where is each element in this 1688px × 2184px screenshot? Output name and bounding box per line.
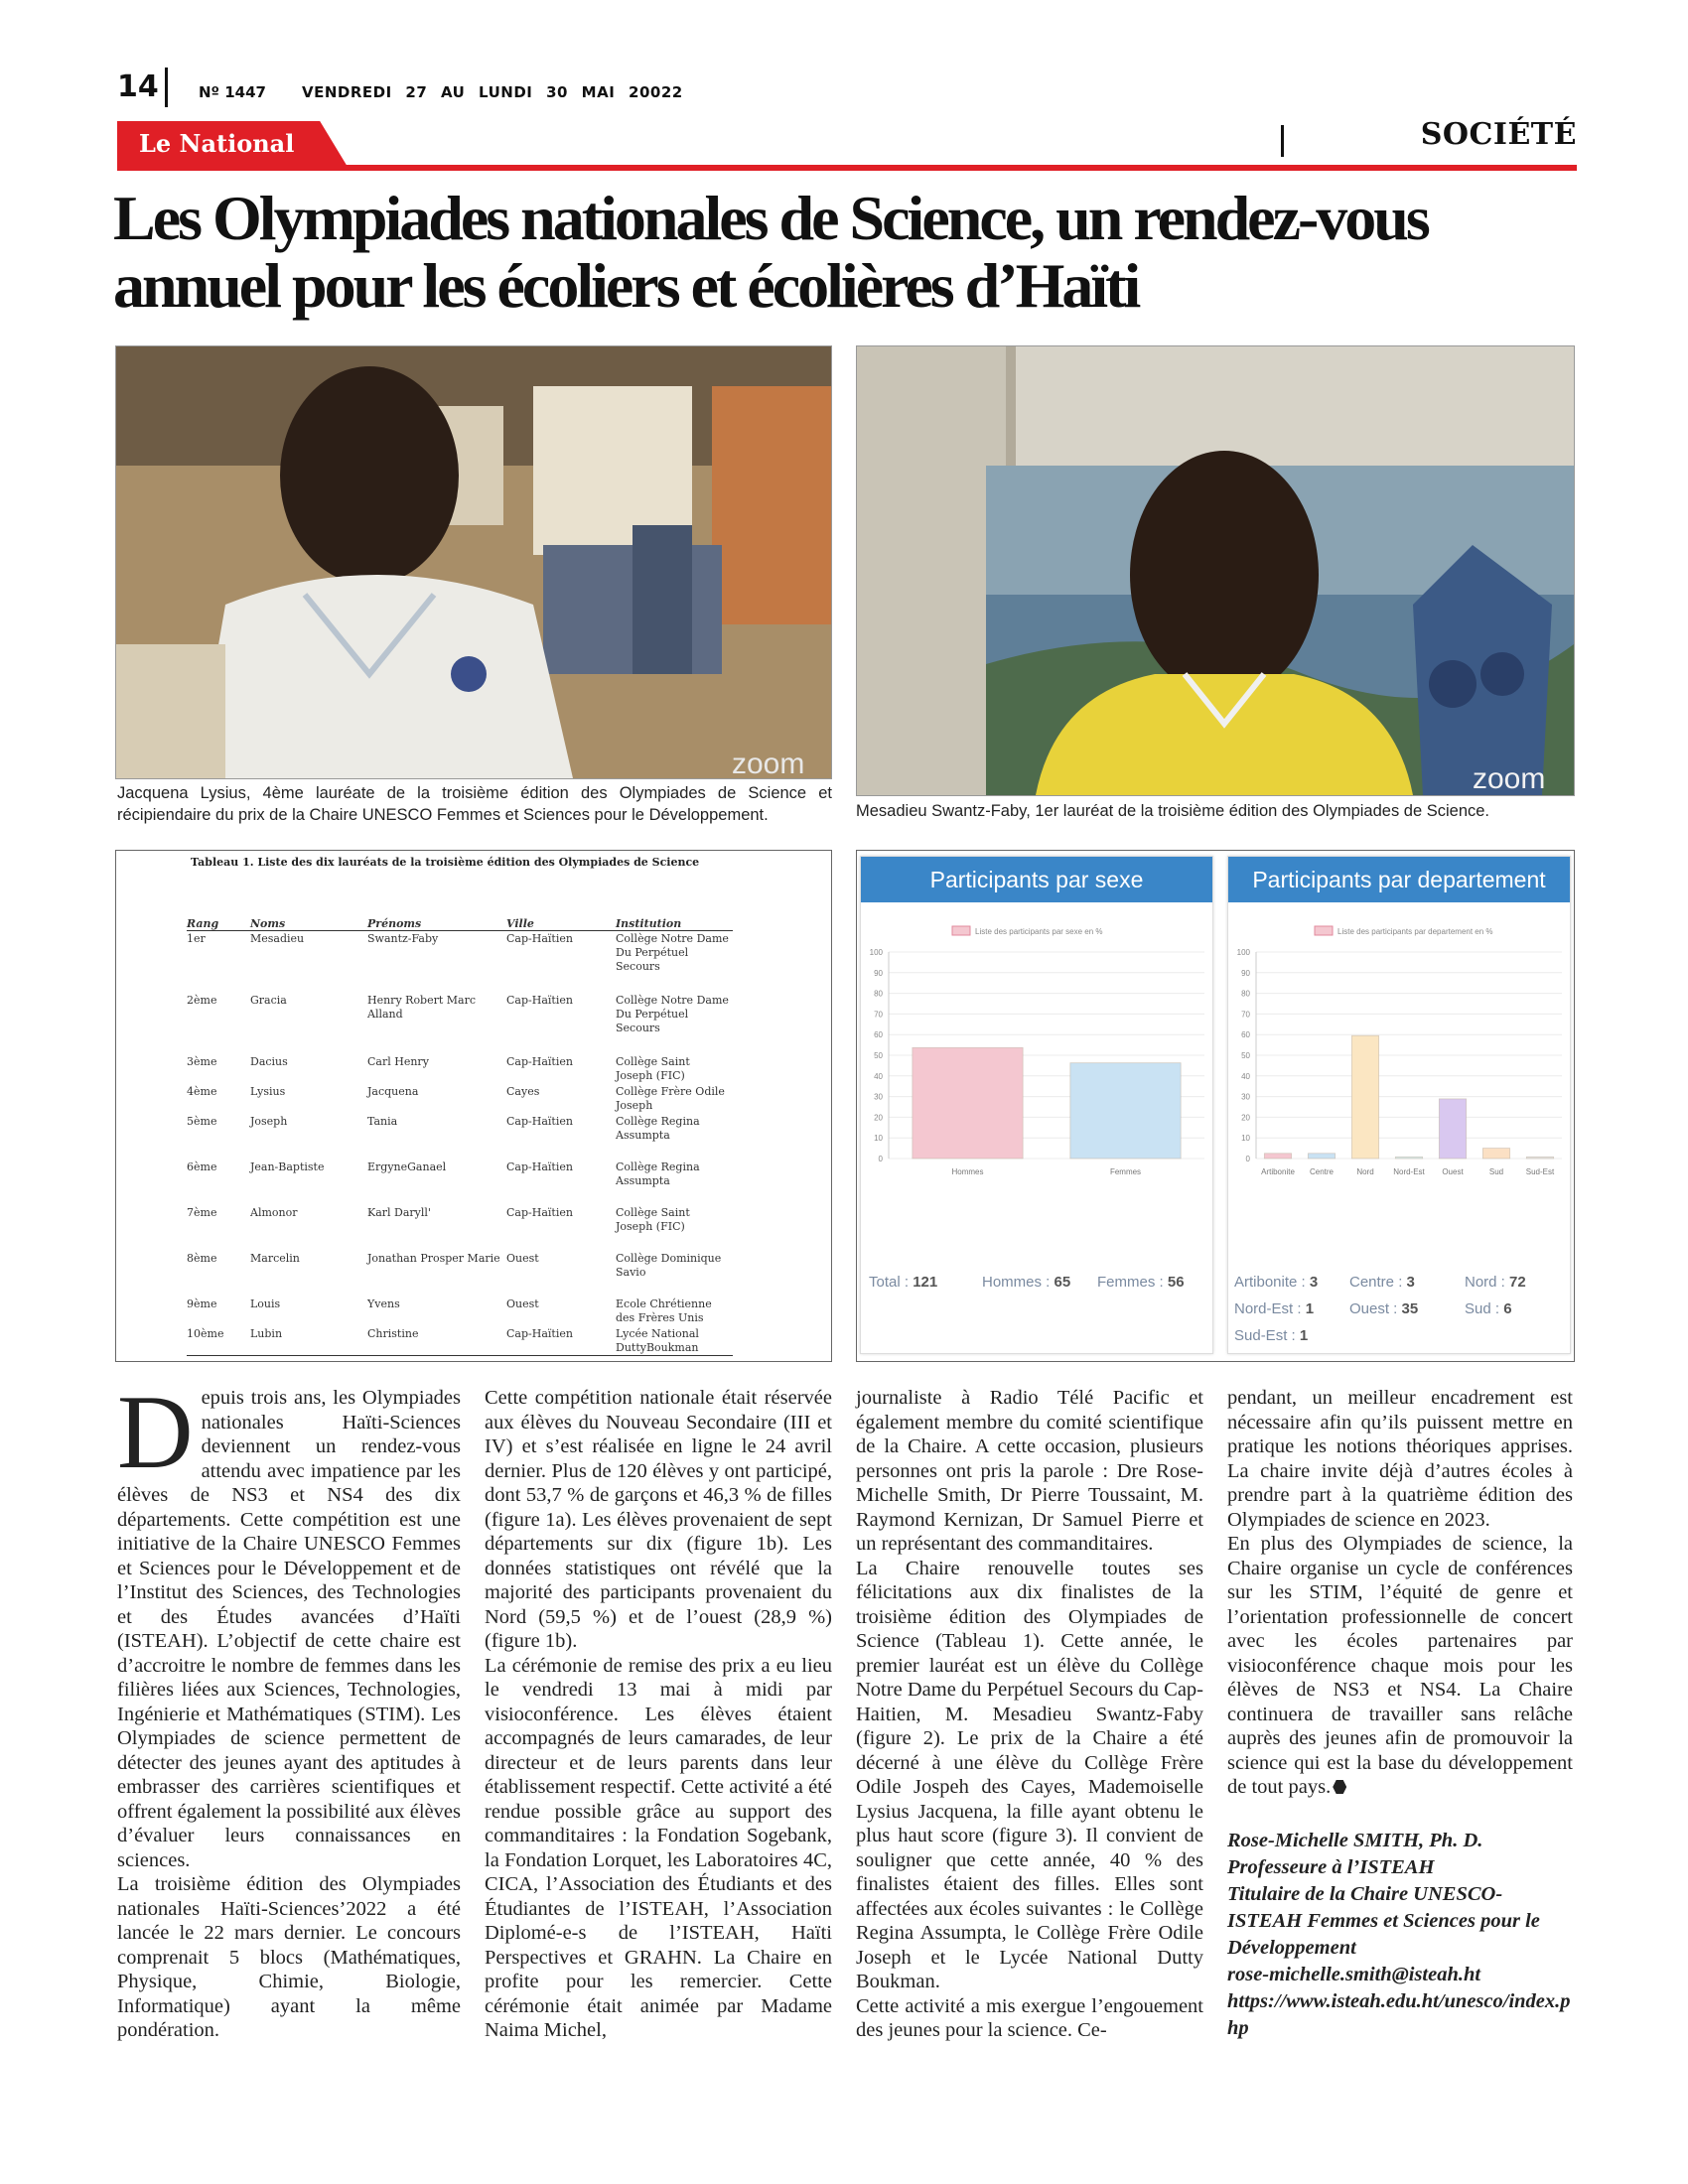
page-number: 14	[117, 69, 159, 104]
stat-artibonite	[1234, 1274, 1318, 1291]
y-tick-label: 10	[874, 1134, 883, 1144]
stat-total	[869, 1274, 937, 1291]
table-header-row	[187, 917, 733, 931]
y-tick-label: 80	[1241, 989, 1250, 999]
table-cell: Henry Robert Marc Alland	[367, 993, 477, 1021]
author-title: Professeure à l’ISTEAH	[1227, 1855, 1435, 1878]
x-tick-label: Centre	[1309, 1167, 1335, 1176]
bar-artibonite	[1264, 1154, 1291, 1159]
table-cell-rank: 8ème	[187, 1251, 217, 1265]
table-cell: Collège Notre Dame Du Perpétuel Secours	[616, 993, 729, 1034]
table-cell: Collège Frère Odile Joseph	[616, 1084, 725, 1112]
author-role: Titulaire de la Chaire UNESCO-ISTEAH Femmes et Sciences pour le Développement	[1227, 1882, 1540, 1959]
table-cell: Collège Dominique Savio	[616, 1251, 722, 1279]
table-cell-rank: 2ème	[187, 993, 217, 1007]
legend-swatch	[1315, 926, 1333, 935]
x-tick-label: Artibonite	[1261, 1167, 1295, 1176]
stat-label: Nord-Est :	[1234, 1300, 1302, 1317]
article-paragraph	[1227, 1532, 1573, 1800]
y-tick-label: 60	[874, 1030, 883, 1040]
author-name: Rose-Michelle SMITH, Ph. D.	[1227, 1829, 1483, 1851]
table-cell: Jacquena	[367, 1084, 419, 1098]
table-row	[187, 1205, 733, 1251]
article-column-1	[117, 1374, 461, 2043]
table-cell-rank: 3ème	[187, 1054, 217, 1068]
table-cell: Louis	[250, 1297, 281, 1310]
paragraph-text: epuis trois ans, les Olympiades nationales Haïti-Sciences deviennent un rendez-vous attendu avec impatience par les élèves de NS3 et NS4 des dix départements. Cette compétition est une initiative de la Chaire UNESCO Femmes et Sciences pour le Développement et de l’Institut des Sciences, des Technologies et des Études avancées d’Haïti (ISTEAH). L’objectif de cette chaire est d’accroitre le nombre de femmes dans les filières liées aux Sciences, Technologies, Ingénierie et Mathématiques (STIM). Les Olympiades de science permettent de détecter des jeunes ayant des aptitudes à embrasser des carrières scientifiques et offrent également la possibilité aux élèves d’évaluer leurs connaissances en sciences.	[117, 1387, 461, 1871]
author-email: rose-michelle.smith@isteah.ht	[1227, 1963, 1481, 1985]
y-tick-label: 10	[1241, 1134, 1250, 1144]
table-cell: Collège Saint Joseph (FIC)	[616, 1054, 690, 1082]
table-cell: Tania	[367, 1114, 398, 1128]
stat-value: 1	[1299, 1327, 1309, 1344]
article-paragraph: La Chaire renouvelle toutes ses félicitations aux dix finalistes de la troisième édition des Olympiades de Science (Tableau 1). Cette année, le premier lauréat est un élève du Collège Notre Dame du Perpétuel Secours du Cap-Haitien, M. Mesadieu Swantz-Faby (figure 2). Le prix de la Chaire a été décerné à une élève du Collège Frère Odile Jospeh des Cayes, Mademoiselle Lysius Jacquena, la fille ayant obtenu le plus haut score (figure 3). Il convient de souligner que cette année, 40 % des finalistes étaient des filles. Elles sont affectées aux écoles suivantes : le Collège Regina Assumpta, le Collège Frère Odile Joseph et le Lycée National Dutty Boukman.	[856, 1557, 1203, 1992]
y-tick-label: 50	[874, 1051, 883, 1060]
x-tick-label: Sud	[1488, 1167, 1504, 1176]
article-column-4	[1227, 1386, 1573, 2042]
table-cell: Cap-Haïtien	[506, 1326, 616, 1356]
article-paragraph: La cérémonie de remise des prix a eu lieu le vendredi 13 mai à midi par visioconférence. Les élèves étaient accompagnés de leurs camarades, de leur directeur et de leurs parents dans leur établissement respectif. Cette activité a été rendue possible grâce au support des commanditaires : la Fondation Sogebank, la Fondation Lorquet, les Laboratoires 4C, CICA, l’Association des Étudiants et des Étudiantes de l’ISTEAH, l’Association Diplomé-e-s de l’ISTEAH, Haïti Perspectives et GRAHN. La Chaire en profite pour les remercier. Cette cérémonie était animée par Madame Naima Michel,	[485, 1654, 832, 2041]
y-tick-label: 50	[1241, 1051, 1250, 1060]
stat-label: Sud-Est :	[1234, 1327, 1296, 1344]
table-cell: Karl Daryll'	[367, 1205, 431, 1219]
y-tick-label: 30	[874, 1092, 883, 1102]
header-divider	[165, 68, 168, 107]
chart-departement-svg	[1228, 912, 1570, 1176]
y-tick-label: 0	[878, 1155, 883, 1163]
y-tick-label: 100	[869, 948, 883, 957]
table-header: Noms	[250, 917, 367, 931]
table-cell: Joseph	[250, 1114, 288, 1128]
x-tick-label: Nord	[1356, 1167, 1374, 1176]
bar-centre	[1308, 1154, 1335, 1159]
x-tick-label: Femmes	[1109, 1167, 1142, 1176]
y-tick-label: 60	[1241, 1030, 1250, 1040]
table-header: Prénoms	[367, 917, 506, 931]
article-paragraph	[117, 1374, 461, 1872]
zoom-watermark: zoom	[732, 748, 805, 780]
table-cell-rank: 5ème	[187, 1114, 217, 1128]
table-cell: Swantz-Faby	[367, 932, 439, 945]
table-row	[187, 1251, 733, 1297]
stat-value: 6	[1503, 1300, 1512, 1317]
table-cell-rank: 1er	[187, 932, 206, 945]
table-cell: Cap-Haïtien	[506, 932, 573, 945]
article-paragraph: journaliste à Radio Télé Pacific et également membre du comité scientifique de la Chaire. A cette occasion, plusieurs personnes ont pris la parole : Dre Rose-Michelle Smith, Dr Pierre Toussaint, M. Raymond Kernizan, Dr Samuel Pierre et un représentant des commanditaires.	[856, 1387, 1203, 1555]
y-tick-label: 70	[1241, 1010, 1250, 1020]
brand-name: Le National	[139, 129, 295, 158]
table-cell-rank: 7ème	[187, 1205, 217, 1219]
stat-hommes	[982, 1274, 1070, 1291]
table-row	[187, 993, 733, 1054]
y-tick-label: 0	[1245, 1155, 1250, 1163]
stat-femmes-label: Femmes :	[1097, 1274, 1164, 1291]
drop-cap: D	[117, 1374, 194, 1490]
bar-sud-est	[1526, 1157, 1553, 1159]
table-row	[187, 1160, 733, 1205]
y-tick-label: 70	[874, 1010, 883, 1020]
stat-femmes	[1097, 1274, 1185, 1291]
y-tick-label: 40	[874, 1071, 883, 1081]
table-cell-rank: 4ème	[187, 1084, 217, 1098]
table-header: Rang	[187, 917, 250, 931]
y-tick-label: 20	[1241, 1113, 1250, 1123]
bar-nord	[1351, 1035, 1378, 1159]
table-header: Ville	[506, 917, 616, 931]
stat-label: Nord :	[1465, 1274, 1505, 1291]
section-divider	[1281, 125, 1284, 157]
author-signature	[1227, 1828, 1573, 2042]
chart-title-sexe: Participants par sexe	[861, 857, 1212, 902]
table-cell: Collège Regina Assumpta	[616, 1114, 700, 1142]
table-cell: Cap-Haïtien	[506, 1205, 573, 1219]
stat-centre	[1349, 1274, 1415, 1291]
table-cell: Gracia	[250, 993, 287, 1007]
table-cell: Lycée National DuttyBoukman	[616, 1326, 733, 1356]
table-cell: Cap-Haïtien	[506, 1114, 573, 1128]
table-row	[187, 1326, 733, 1356]
bar-ouest	[1439, 1099, 1466, 1159]
article-column-2	[485, 1386, 832, 2043]
table-row	[187, 1114, 733, 1160]
table-row	[187, 1054, 733, 1084]
photo1-caption: Jacquena Lysius, 4ème lauréate de la troisième édition des Olympiades de Science et récipiendaire du prix de la Chaire UNESCO Femmes et Sciences pour le Développement.	[117, 784, 832, 824]
table-cell: Ecole Chrétienne des Frères Unis	[616, 1297, 712, 1324]
table-header: Institution	[616, 917, 733, 931]
chart-panel-sexe	[860, 856, 1213, 1354]
table-cell: Marcelin	[250, 1251, 300, 1265]
table-cell: Collège Saint Joseph (FIC)	[616, 1205, 690, 1233]
article-paragraph: Cette compétition nationale était réservée aux élèves du Nouveau Secondaire (III et IV) et s’est réalisée en ligne le 24 avril dernier. Plus de 120 élèves y ont participé, dont 53,7 % de garçons et 46,3 % de filles (figure 1a). Les élèves provenaient de sept départements sur dix (figure 1b). Les données statistiques ont révélé que la majorité des participants provenaient du Nord (59,5 %) et de l’ouest (28,9 %) (figure 1b).	[485, 1387, 832, 1652]
table-cell: Ouest	[506, 1297, 539, 1310]
photo-illustration	[116, 346, 831, 778]
bar-sud	[1482, 1149, 1509, 1159]
table-cell: Jean-Baptiste	[250, 1160, 325, 1173]
y-tick-label: 20	[874, 1113, 883, 1123]
issue-number: Nº 1447	[199, 83, 266, 101]
laureates-table	[187, 917, 733, 1356]
stat-label: Sud :	[1465, 1300, 1500, 1317]
stat-value: 35	[1401, 1300, 1419, 1317]
article-headline: Les Olympiades nationales de Science, un rendez-vous annuel pour les écoliers et écolières d’Haïti	[113, 183, 1428, 321]
issue-date: VENDREDI 27 AU LUNDI 30 MAI 20022	[302, 83, 683, 101]
stat-value: 72	[1509, 1274, 1526, 1291]
legend-label: Liste des participants par sexe en %	[975, 927, 1103, 936]
stat-value: 3	[1309, 1274, 1319, 1291]
table-cell: Ouest	[506, 1251, 539, 1265]
zoom-watermark-2: zoom	[1473, 762, 1546, 795]
stat-nord	[1465, 1274, 1526, 1291]
stat-total-value: 121	[913, 1274, 938, 1291]
photo2-caption: Mesadieu Swantz-Faby, 1er lauréat de la troisième édition des Olympiades de Science.	[856, 802, 1490, 820]
legend-swatch	[952, 926, 970, 935]
bar-nord-est	[1395, 1157, 1422, 1159]
legend-label: Liste des participants par departement en %	[1337, 927, 1493, 936]
bar-hommes	[913, 1047, 1023, 1159]
table-cell: Dacius	[250, 1054, 288, 1068]
article-paragraph: Cette activité a mis exergue l’engouement des jeunes pour la science. Ce-	[856, 1994, 1203, 2041]
table-cell: Cayes	[506, 1084, 540, 1098]
chart-sexe-svg	[861, 912, 1212, 1176]
stat-label: Ouest :	[1349, 1300, 1398, 1317]
stat-femmes-value: 56	[1167, 1274, 1185, 1291]
stat-value: 3	[1406, 1274, 1415, 1291]
table-cell: Yvens	[367, 1297, 400, 1310]
table-cell: Cap-Haïtien	[506, 1160, 573, 1173]
x-tick-label: Hommes	[951, 1167, 984, 1176]
article-column-3	[856, 1386, 1203, 2043]
table-cell: Cap-Haïtien	[506, 1054, 573, 1068]
table-cell: Lubin	[250, 1326, 367, 1356]
stat-nord-est	[1234, 1300, 1314, 1317]
y-tick-label: 90	[874, 968, 883, 978]
photo-illustration-2	[857, 346, 1574, 795]
bar-femmes	[1070, 1063, 1181, 1159]
table-row	[187, 1084, 733, 1114]
table-row	[187, 931, 733, 993]
y-tick-label: 40	[1241, 1071, 1250, 1081]
table-cell: Lysius	[250, 1084, 286, 1098]
stat-hommes-value: 65	[1054, 1274, 1071, 1291]
table-row	[187, 1297, 733, 1326]
article-paragraph: La troisième édition des Olympiades nationales Haïti-Sciences’2022 a été lancée le 22 mars dernier. Le concours comprenait 5 blocs (Mathématiques, Physique, Chimie, Biologie, Informatique) ayant la même pondération.	[117, 1873, 461, 2041]
table-cell: Carl Henry	[367, 1054, 429, 1068]
stat-hommes-label: Hommes :	[982, 1274, 1051, 1291]
table-title: Tableau 1. Liste des dix lauréats de la troisième édition des Olympiades de Science	[191, 856, 700, 869]
stat-ouest	[1349, 1300, 1418, 1317]
x-tick-label: Sud-Est	[1525, 1167, 1555, 1176]
chart-title-departement: Participants par departement	[1228, 857, 1570, 902]
stat-sud-est	[1234, 1327, 1308, 1344]
photo-mesadieu-swantz-faby	[856, 345, 1575, 796]
end-mark-icon	[1333, 1780, 1346, 1794]
y-tick-label: 90	[1241, 968, 1250, 978]
table-cell-rank: 9ème	[187, 1297, 217, 1310]
y-tick-label: 30	[1241, 1092, 1250, 1102]
table-cell-rank: 10ème	[187, 1326, 250, 1356]
stat-sud	[1465, 1300, 1512, 1317]
table-cell: Cap-Haïtien	[506, 993, 573, 1007]
chart-panel-departement	[1227, 856, 1571, 1354]
stat-label: Artibonite :	[1234, 1274, 1306, 1291]
table-cell: ErgyneGanael	[367, 1160, 447, 1173]
table-cell: Collège Regina Assumpta	[616, 1160, 700, 1187]
y-tick-label: 80	[874, 989, 883, 999]
table-cell-rank: 6ème	[187, 1160, 217, 1173]
stat-label: Centre :	[1349, 1274, 1403, 1291]
table-cell: Mesadieu	[250, 932, 305, 945]
photo-jacquena-lysius	[115, 345, 832, 779]
article-paragraph: pendant, un meilleur encadrement est nécessaire afin qu’ils puissent mettre en pratique les notions théoriques apprises. La chaire invite déjà d’autres écoles à prendre part à la quatrième édition des Olympiades de science en 2023.	[1227, 1387, 1573, 1531]
table-cell: Jonathan Prosper Marie	[367, 1251, 500, 1265]
table-cell: Almonor	[250, 1205, 298, 1219]
header-rule	[117, 165, 1577, 171]
table-cell: Christine	[367, 1326, 506, 1356]
paragraph-text: En plus des Olympiades de science, la Chaire organise un cycle de conférences sur les STIM, l’équité de genre et l’orientation professionnelle de concert avec les écoles partenaires par visioconférence chaque mois pour les élèves de NS3 et NS4. La Chaire continuera de travailler sans relâche auprès des jeunes afin de promouvoir la science qui est la base du développement de tout pays.	[1227, 1533, 1573, 1798]
y-tick-label: 100	[1236, 948, 1250, 957]
section-title: SOCIÉTÉ	[1420, 117, 1577, 152]
x-tick-label: Nord-Est	[1393, 1167, 1425, 1176]
stat-value: 1	[1305, 1300, 1315, 1317]
x-tick-label: Ouest	[1442, 1167, 1464, 1176]
table-cell: Collège Notre Dame Du Perpétuel Secours	[616, 932, 729, 973]
stat-total-label: Total :	[869, 1274, 910, 1291]
author-url: https://www.isteah.edu.ht/unesco/index.php	[1227, 1989, 1571, 2039]
